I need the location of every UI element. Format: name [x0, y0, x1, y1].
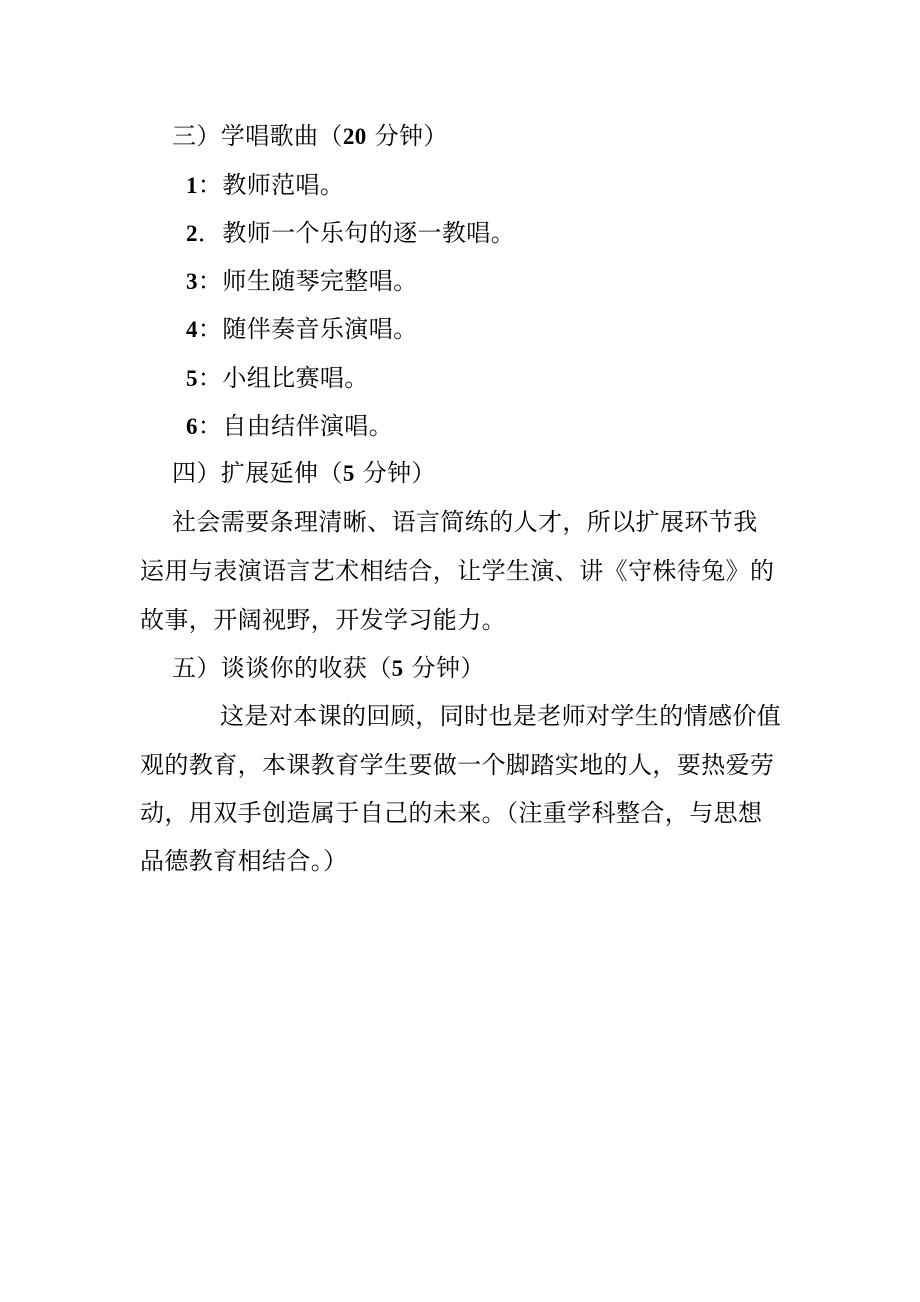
- list-item-separator: ：: [197, 267, 223, 295]
- section-4-minutes: 5: [342, 461, 355, 486]
- section-4-heading: [172, 458, 436, 489]
- list-item: [186, 170, 344, 201]
- section-4-paragraph-line: 社会需要条理清晰、语言简练的人才，所以扩展环节我: [172, 508, 758, 536]
- list-item-text: 随伴奏音乐演唱。: [222, 315, 418, 343]
- section-5-prefix: 五）谈谈你的收获（: [172, 654, 392, 682]
- list-item-text: 小组比赛唱。: [222, 364, 369, 392]
- section-5-heading: [172, 653, 485, 684]
- section-4-suffix: 分钟）: [354, 459, 436, 487]
- list-item-separator: ：: [197, 412, 223, 440]
- section-5-paragraph-line: 这是对本课的回顾，同时也是老师对学生的情感价值: [220, 702, 782, 730]
- list-item: [186, 363, 369, 394]
- section-3-minutes: 20: [342, 124, 367, 149]
- section-3-suffix: 分钟）: [366, 122, 448, 150]
- list-item-separator: ：: [197, 171, 223, 199]
- list-item: [186, 266, 418, 297]
- section-4-paragraph-line: 运用与表演语言艺术相结合，让学生演、讲《守株待兔》的: [140, 557, 775, 585]
- list-item-text: 教师一个乐句的逐一教唱。: [222, 219, 516, 247]
- list-item-separator: ：: [197, 364, 223, 392]
- section-5-paragraph-line: 品德教育相结合。）: [140, 847, 348, 875]
- list-item-text: 教师范唱。: [222, 171, 345, 199]
- list-item-number: 6: [186, 414, 198, 439]
- list-item: [186, 218, 515, 249]
- section-3-heading: [172, 121, 448, 152]
- list-item-number: 3: [186, 269, 198, 294]
- list-item-number: 4: [186, 317, 198, 342]
- section-4-prefix: 四）扩展延伸（: [172, 459, 343, 487]
- list-item-separator: ：: [197, 315, 223, 343]
- list-item: [186, 314, 418, 345]
- section-5-suffix: 分钟）: [403, 654, 485, 682]
- section-5-minutes: 5: [391, 656, 404, 681]
- list-item-text: 自由结伴演唱。: [222, 412, 394, 440]
- list-item-text: 师生随琴完整唱。: [222, 267, 418, 295]
- list-item-number: 1: [186, 173, 198, 198]
- section-3-prefix: 三）学唱歌曲（: [172, 122, 343, 150]
- list-item-number: 2: [186, 221, 198, 246]
- section-5-paragraph-line: 观的教育，本课教育学生要做一个脚踏实地的人，要热爱劳: [140, 751, 775, 779]
- list-item-separator: ．: [197, 219, 223, 247]
- list-item-number: 5: [186, 366, 198, 391]
- section-5-paragraph-line: 动，用双手创造属于自己的未来。（注重学科整合，与思想: [140, 799, 763, 827]
- list-item: [186, 411, 393, 442]
- section-4-paragraph-line: 故事，开阔视野，开发学习能力。: [140, 606, 506, 634]
